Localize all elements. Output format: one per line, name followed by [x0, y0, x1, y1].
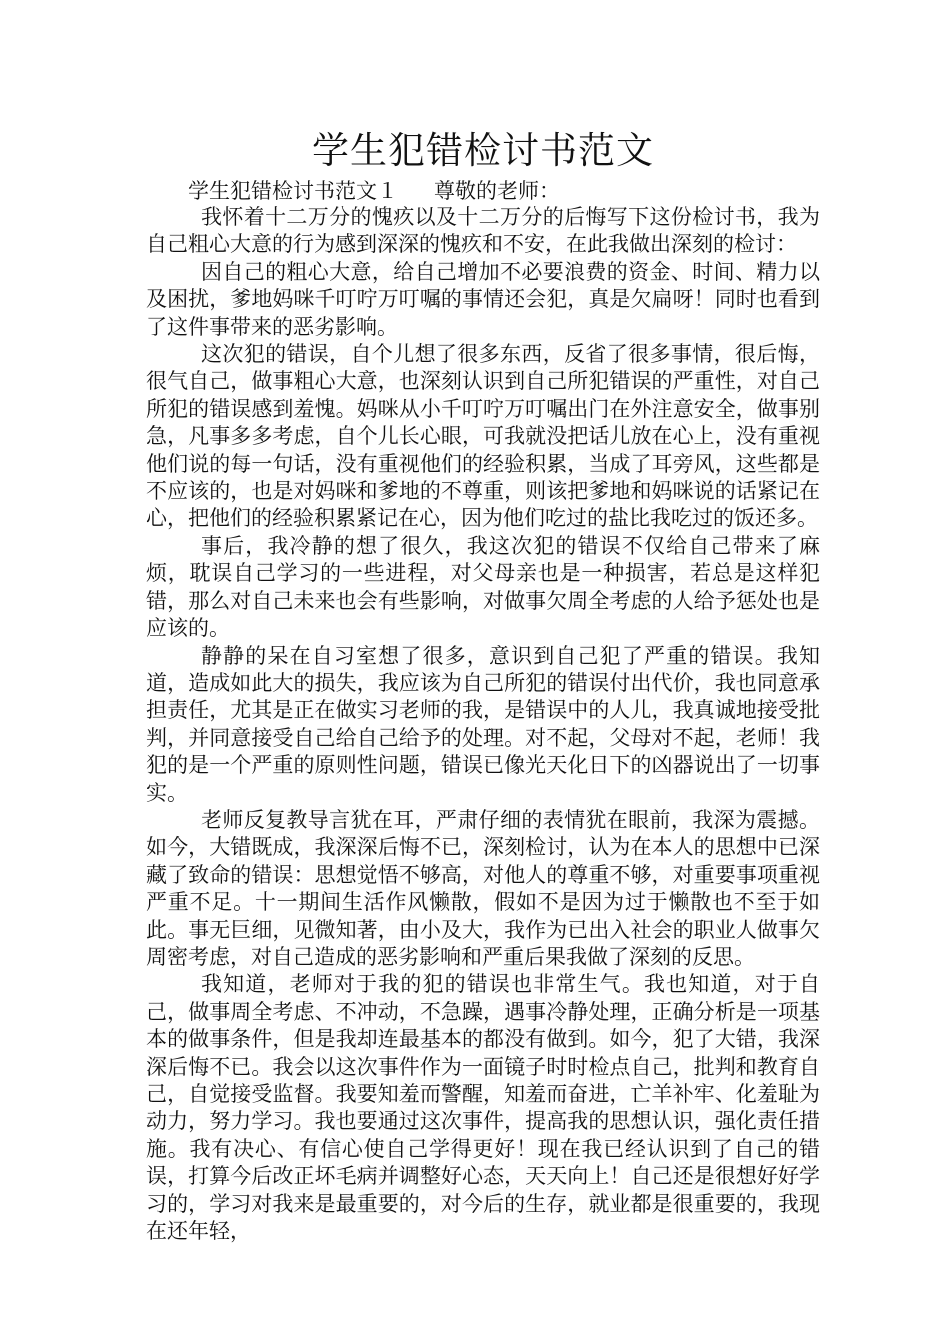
paragraph: 我知道，老师对于我的犯的错误也非常生气。我也知道，对于自己，做事周全考虑、不冲动，不急躁，遇事冷静处理，正确分析是一项基本的做事条件，但是我却连最基本的都没有做到。如今，犯了大错，我深深后悔不已。我会以这次事件作为一面镜子时时检点自己，批判和教育自己，自觉接受监督。我要知羞而警醒，知羞而奋进，亡羊补牢、化羞耻为动力，努力学习。我也要通过这次事件，提高我的思想认识，强化责任措施。我有决心、有信心使自己学得更好！现在我已经认识到了自己的错误，打算今后改正坏毛病并调整好心态，天天向上！自己还是很想好好学习的，学习对我来是最重要的，对今后的生存，就业都是很重要的，我现在还年轻， [146, 972, 820, 1244]
paragraph: 因自己的粗心大意，给自己增加不必要浪费的资金、时间、精力以及困扰，爹地妈咪千叮咛万叮嘱的事情还会犯，真是欠扁呀！同时也看到了这件事带来的恶劣影响。 [146, 259, 820, 339]
paragraph: 老师反复教导言犹在耳，严肃仔细的表情犹在眼前，我深为震撼。如今，大错既成，我深深后悔不已，深刻检讨，认为在本人的思想中已深藏了致命的错误：思想觉悟不够高，对他人的尊重不够，对重要事项重视严重不足。十一期间生活作风懒散，假如不是因为过于懒散也不至于如此。事无巨细，见微知著，由小及大，我作为已出入社会的职业人做事欠周密考虑，对自己造成的恶劣影响和严重后果我做了深刻的反思。 [146, 807, 820, 969]
greeting: 尊敬的老师： [434, 179, 560, 203]
subtitle-line [146, 178, 820, 204]
document-page [146, 128, 820, 1245]
document-title: 学生犯错检讨书范文 [312, 129, 654, 172]
paragraph: 事后，我冷静的想了很久，我这次犯的错误不仅给自己带来了麻烦，耽误自己学习的一些进程，对父母亲也是一种损害，若总是这样犯错，那么对自己未来也会有些影响，对做事欠周全考虑的人给予惩处也是应该的。 [146, 533, 820, 641]
paragraph: 我怀着十二万分的愧疚以及十二万分的后悔写下这份检讨书，我为自己粗心大意的行为感到深深的愧疚和不安，在此我做出深刻的检讨： [146, 205, 820, 257]
paragraph: 静静的呆在自习室想了很多，意识到自己犯了严重的错误。我知道，造成如此大的损失，我应该为自己所犯的错误付出代价，我也同意承担责任，尤其是正在做实习老师的我，是错误中的人儿，我真诚地接受批判，并同意接受自己给自己给予的处理。对不起，父母对不起，老师！我犯的是一个严重的原则性问题，错误已像光天化日下的凶器说出了一切事实。 [146, 643, 820, 805]
paragraph: 这次犯的错误，自个儿想了很多东西，反省了很多事情，很后悔，很气自己，做事粗心大意，也深刻认识到自己所犯错误的严重性，对自己所犯的错误感到羞愧。妈咪从小千叮咛万叮嘱出门在外注意安全，做事别急，凡事多多考虑，自个儿长心眼，可我就没把话儿放在心上，没有重视他们说的每一句话，没有重视他们的经验积累，当成了耳旁风，这些都是不应该的，也是对妈咪和爹地的不尊重，则该把爹地和妈咪说的话紧记在心，把他们的经验积累紧记在心，因为他们吃过的盐比我吃过的饭还多。 [146, 342, 820, 531]
document-subtitle: 学生犯错检讨书范文１ [188, 179, 398, 203]
